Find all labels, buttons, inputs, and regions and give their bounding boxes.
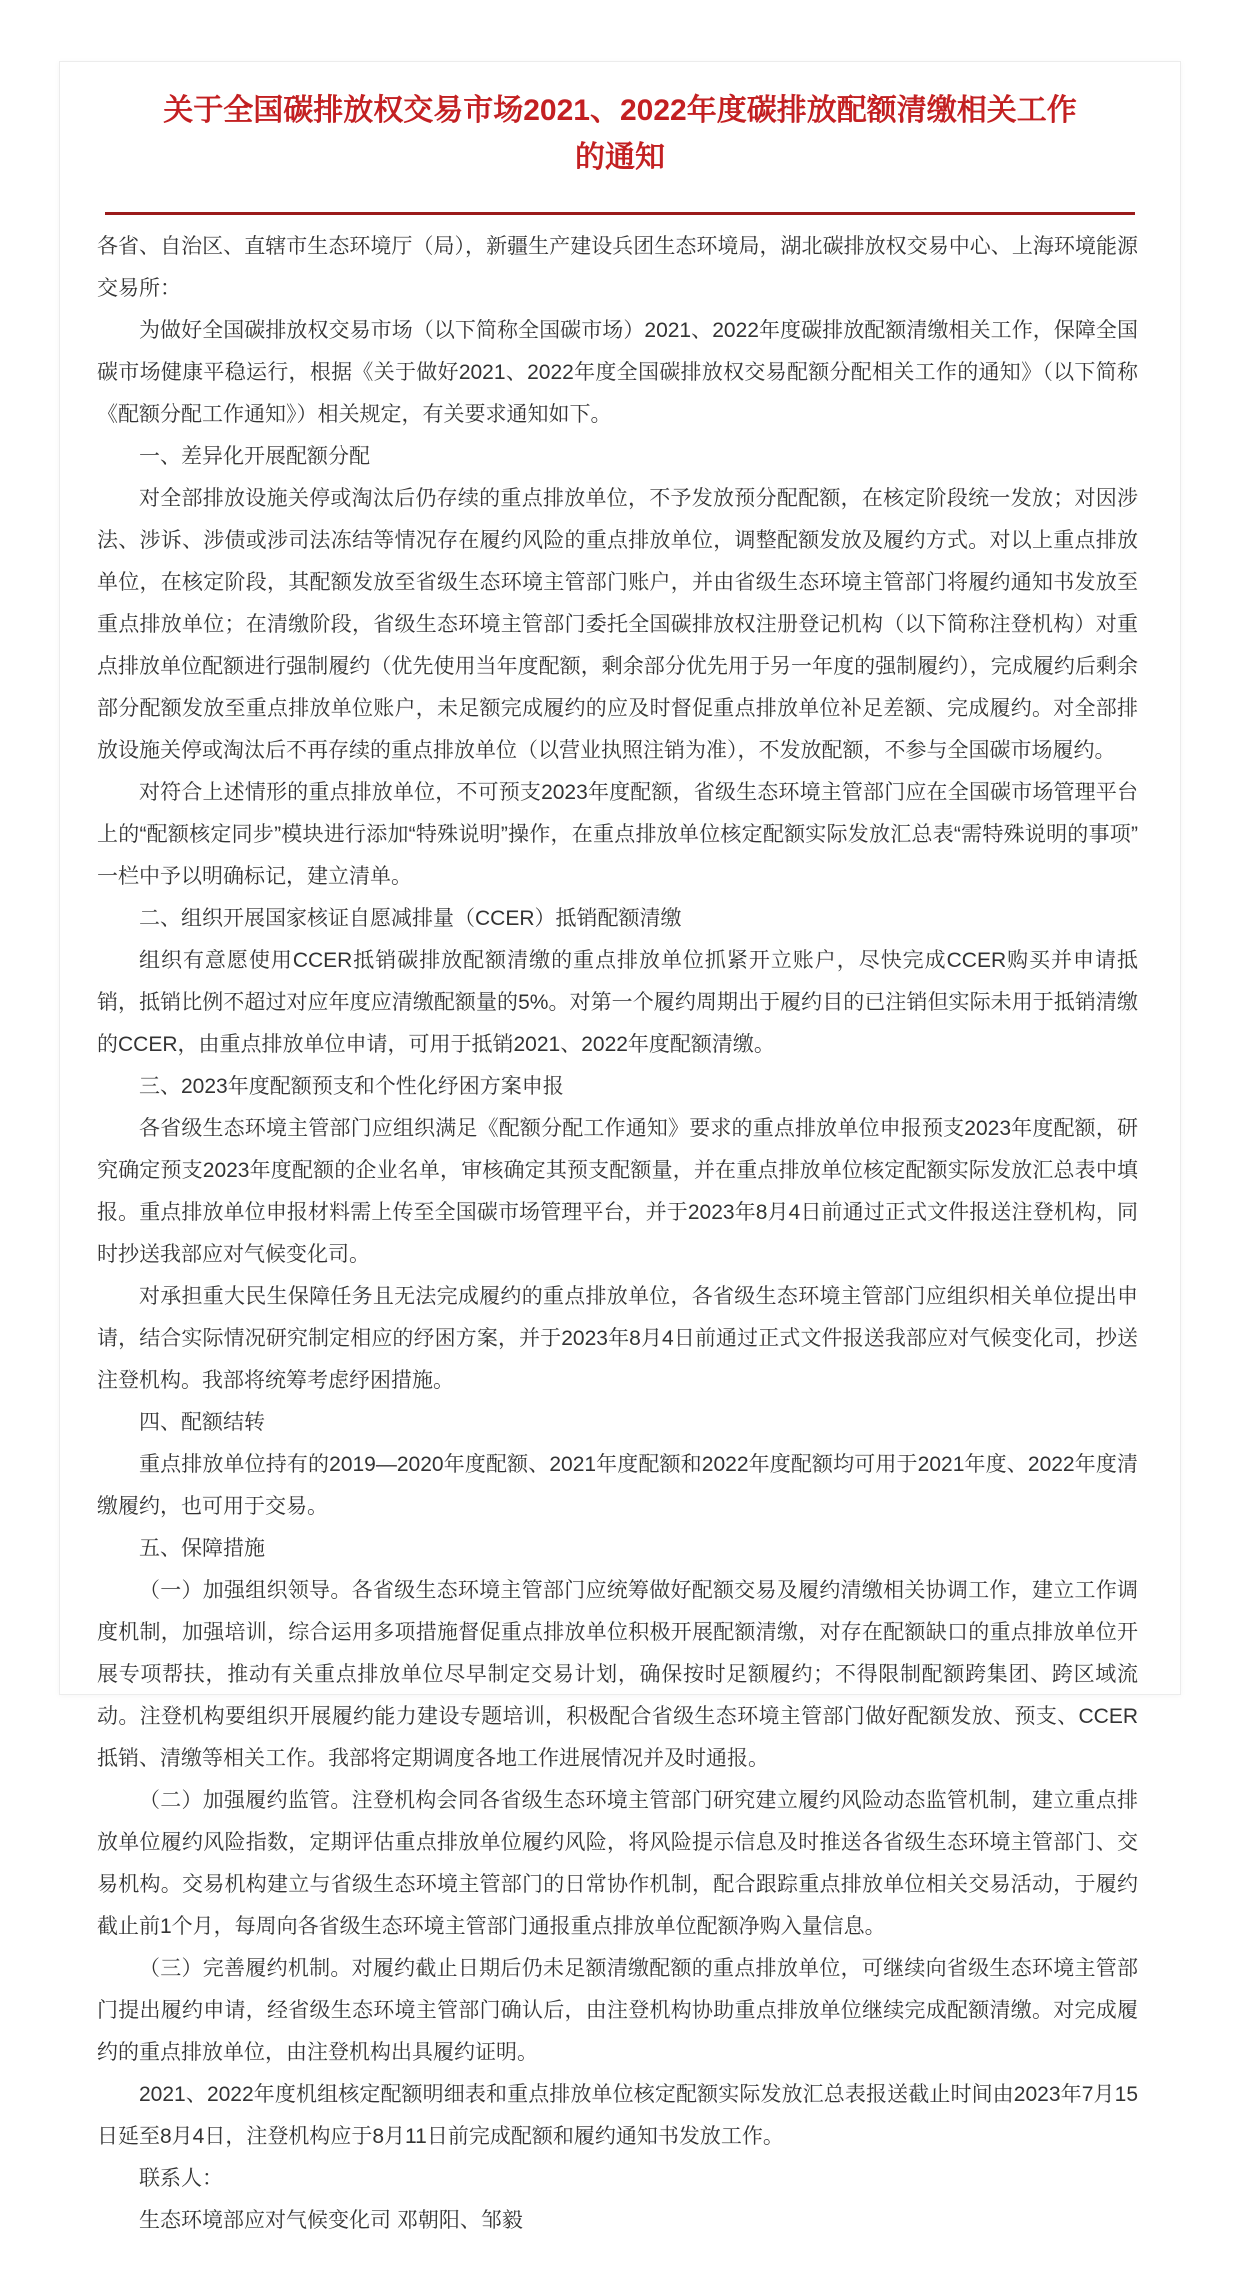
paragraph: 重点排放单位持有的2019—2020年度配额、2021年度配额和2022年度配额均可用于2021年度、2022年度清缴履约，也可用于交易。: [97, 1453, 1138, 1518]
paragraph: 组织有意愿使用CCER抵销碳排放配额清缴的重点排放单位抓紧开立账户，尽快完成CCER购买并申请抵销，抵销比例不超过对应年度应清缴配额量的5%。对第一个履约周期出于履约目的已注销但实际未用于抵销清缴的CCER，由重点排放单位申请，可用于抵销2021、2022年度配额清缴。: [97, 949, 1138, 1056]
paragraph: 对符合上述情形的重点排放单位，不可预支2023年度配额，省级生态环境主管部门应在全国碳市场管理平台上的“配额核定同步”模块进行添加“特殊说明”操作，在重点排放单位核定配额实际发放汇总表“需特殊说明的事项”一栏中予以明确标记，建立清单。: [97, 781, 1138, 888]
paragraph: 各省、自治区、直辖市生态环境厅（局），新疆生产建设兵团生态环境局，湖北碳排放权交易中心、上海环境能源交易所：: [97, 235, 1138, 300]
document-title: 关于全国碳排放权交易市场2021、2022年度碳排放配额清缴相关工作的通知: [163, 94, 1077, 174]
document-body: [60, 226, 1180, 2269]
paragraph: 联系人：: [139, 2167, 223, 2190]
paragraph: 三、2023年度配额预支和个性化纾困方案申报: [139, 1075, 564, 1098]
document-page: [59, 61, 1181, 2232]
paragraph: 各省级生态环境主管部门应组织满足《配额分配工作通知》要求的重点排放单位申报预支2023年度配额，研究确定预支2023年度配额的企业名单，审核确定其预支配额量，并在重点排放单位核定配额实际发放汇总表中填报。重点排放单位申报材料需上传至全国碳市场管理平台，并于2023年8月4日前通过正式文件报送注登机构，同时抄送我部应对气候变化司。: [97, 1117, 1138, 1266]
paragraph: 2021、2022年度机组核定配额明细表和重点排放单位核定配额实际发放汇总表报送截止时间由2023年7月15日延至8月4日，注登机构应于8月11日前完成配额和履约通知书发放工作。: [97, 2083, 1138, 2148]
paragraph: 一、差异化开展配额分配: [139, 445, 370, 468]
paragraph: 四、配额结转: [139, 1411, 265, 1434]
paragraph: 生态环境部应对气候变化司 邓朝阳、邹毅: [139, 2209, 523, 2232]
paragraph: 对全部排放设施关停或淘汰后仍存续的重点排放单位，不予发放预分配配额，在核定阶段统一发放；对因涉法、涉诉、涉债或涉司法冻结等情况存在履约风险的重点排放单位，调整配额发放及履约方式。对以上重点排放单位，在核定阶段，其配额发放至省级生态环境主管部门账户，并由省级生态环境主管部门将履约通知书发放至重点排放单位；在清缴阶段，省级生态环境主管部门委托全国碳排放权注册登记机构（以下简称注登机构）对重点排放单位配额进行强制履约（优先使用当年度配额，剩余部分优先用于另一年度的强制履约），完成履约后剩余部分配额发放至重点排放单位账户，未足额完成履约的应及时督促重点排放单位补足差额、完成履约。对全部排放设施关停或淘汰后不再存续的重点排放单位（以营业执照注销为准），不发放配额，不参与全国碳市场履约。: [97, 487, 1138, 762]
paragraph: （二）加强履约监管。注登机构会同各省级生态环境主管部门研究建立履约风险动态监管机制，建立重点排放单位履约风险指数，定期评估重点排放单位履约风险，将风险提示信息及时推送各省级生态环境主管部门、交易机构。交易机构建立与省级生态环境主管部门的日常协作机制，配合跟踪重点排放单位相关交易活动，于履约截止前1个月，每周向各省级生态环境主管部门通报重点排放单位配额净购入量信息。: [97, 1789, 1138, 1938]
paragraph: （三）完善履约机制。对履约截止日期后仍未足额清缴配额的重点排放单位，可继续向省级生态环境主管部门提出履约申请，经省级生态环境主管部门确认后，由注登机构协助重点排放单位继续完成配额清缴。对完成履约的重点排放单位，由注登机构出具履约证明。: [97, 1957, 1138, 2064]
paragraph: 为做好全国碳排放权交易市场（以下简称全国碳市场）2021、2022年度碳排放配额清缴相关工作，保障全国碳市场健康平稳运行，根据《关于做好2021、2022年度全国碳排放权交易配额分配相关工作的通知》（以下简称《配额分配工作通知》）相关规定，有关要求通知如下。: [97, 319, 1138, 426]
paragraph: 二、组织开展国家核证自愿减排量（CCER）抵销配额清缴: [139, 907, 682, 930]
title-divider: [105, 212, 1135, 215]
paragraph: （一）加强组织领导。各省级生态环境主管部门应统筹做好配额交易及履约清缴相关协调工作，建立工作调度机制，加强培训，综合运用多项措施督促重点排放单位积极开展配额清缴，对存在配额缺口的重点排放单位开展专项帮扶，推动有关重点排放单位尽早制定交易计划，确保按时足额履约；不得限制配额跨集团、跨区域流动。注登机构要组织开展履约能力建设专题培训，积极配合省级生态环境主管部门做好配额发放、预支、CCER抵销、清缴等相关工作。我部将定期调度各地工作进展情况并及时通报。: [97, 1579, 1138, 1770]
paragraph: 五、保障措施: [139, 1537, 265, 1560]
paragraph: 对承担重大民生保障任务且无法完成履约的重点排放单位，各省级生态环境主管部门应组织相关单位提出申请，结合实际情况研究制定相应的纾困方案，并于2023年8月4日前通过正式文件报送我部应对气候变化司，抄送注登机构。我部将统筹考虑纾困措施。: [97, 1285, 1138, 1392]
